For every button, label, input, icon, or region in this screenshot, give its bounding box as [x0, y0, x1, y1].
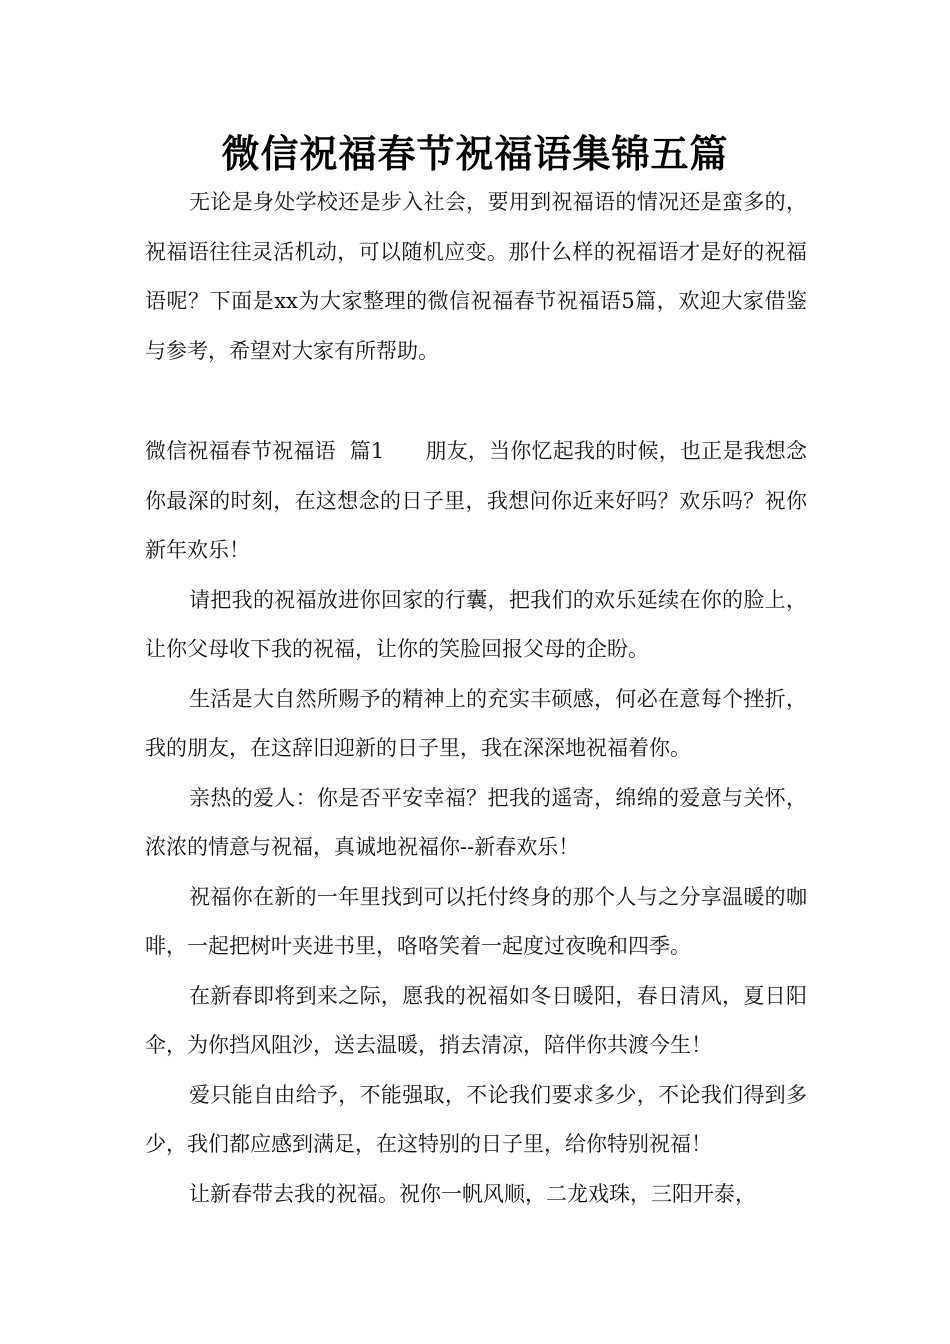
intro-paragraph: 无论是身处学校还是步入社会，要用到祝福语的情况还是蛮多的，祝福语往往灵活机动，可以随机应变。那什么样的祝福语才是好的祝福语呢？下面是xx为大家整理的微信祝福春节祝福语5篇，欢迎大家借鉴与参考，希望对大家有所帮助。 [145, 190, 807, 363]
blessing-paragraph-5: 在新春即将到来之际，愿我的祝福如冬日暖阳，春日清风，夏日阳伞，为你挡风阻沙，送去温暖，捎去清凉，陪伴你共渡今生！ [145, 983, 807, 1057]
section-1-text: 朋友，当你忆起我的时候，也正是我想念你最深的时刻，在这想念的日子里，我想问你近来好吗？欢乐吗？祝你新年欢乐！ [145, 439, 807, 562]
paragraph-spacer [145, 376, 807, 427]
document-body [145, 178, 807, 1219]
blessing-paragraph-4: 祝福你在新的一年里找到可以托付终身的那个人与之分享温暖的咖啡，一起把树叶夹进书里，咯咯笑着一起度过夜晚和四季。 [145, 884, 807, 958]
section-1-paragraph [145, 427, 807, 576]
blessing-paragraph-3: 亲热的爱人：你是否平安幸福？把我的遥寄，绵绵的爱意与关怀，浓浓的情意与祝福，真诚地祝福你--新春欢乐！ [145, 785, 807, 859]
section-1-heading: 微信祝福春节祝福语 篇1 [145, 439, 426, 463]
blessing-paragraph-6: 爱只能自由给予，不能强取，不论我们要求多少，不论我们得到多少，我们都应感到满足，在这特别的日子里，给你特别祝福！ [145, 1082, 807, 1156]
blessing-paragraph-2: 生活是大自然所赐予的精神上的充实丰硕感，何必在意每个挫折，我的朋友，在这辞旧迎新的日子里，我在深深地祝福着你。 [145, 686, 807, 760]
blessing-paragraph-1: 请把我的祝福放进你回家的行囊，把我们的欢乐延续在你的脸上，让你父母收下我的祝福，让你的笑脸回报父母的企盼。 [145, 587, 807, 661]
blessing-paragraph-7: 让新春带去我的祝福。祝你一帆风顺，二龙戏珠，三阳开泰， [189, 1181, 756, 1206]
document-title: 微信祝福春节祝福语集锦五篇 [221, 132, 729, 176]
